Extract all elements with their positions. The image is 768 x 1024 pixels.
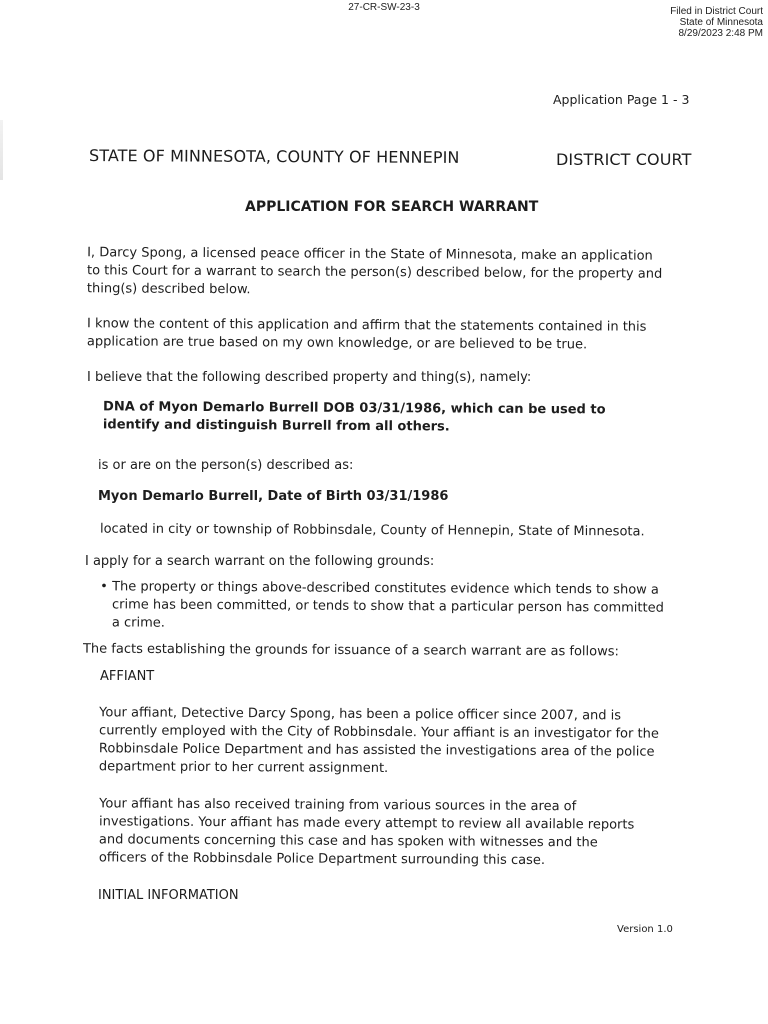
person-description: Myon Demarlo Burrell, Date of Birth 03/31/1986: [98, 489, 449, 504]
initial-information-heading: INITIAL INFORMATION: [98, 888, 239, 903]
version-label: Version 1.0: [617, 924, 673, 935]
believe-line: I believe that the following described property and thing(s), namely:: [87, 370, 532, 385]
grounds-list: [100, 578, 670, 635]
affiant-heading: AFFIANT: [100, 669, 155, 684]
filed-line-3: 8/29/2023 2:48 PM: [678, 28, 763, 39]
list-item: • The property or things above-described constitutes evidence which tends to show a crime has been committed, or tends to show that a particular person has committed a crime.: [100, 579, 664, 631]
bullet-icon: •: [100, 579, 108, 595]
court-heading: DISTRICT COURT: [556, 150, 692, 169]
affiant-paragraph-1: Your affiant, Detective Darcy Spong, has been a police officer since 2007, and is currently employed with the City of Robbinsdale. Your affiant is an investigator for the Robbinsdale Police Department and has assisted the investigations area of the police department prior to her current assignment.: [98, 705, 659, 777]
filed-line-1: Filed in District Court: [670, 6, 763, 17]
page-label: Application Page 1 - 3: [553, 92, 690, 107]
page-title: APPLICATION FOR SEARCH WARRANT: [245, 199, 539, 215]
affiant-paragraph-2: Your affiant has also received training from various sources in the area of investigations. Your affiant has made every attempt to review all available reports and documents concerning this case and has spoken with witnesses and the officers of the Robbinsdale Police Department surrounding this case.: [98, 796, 635, 869]
case-number: 27-CR-SW-23-3: [348, 2, 420, 13]
on-person-line: is or are on the person(s) described as:: [98, 458, 354, 473]
scan-edge-shadow: [0, 120, 3, 180]
filing-stamp: [670, 6, 763, 39]
affirm-paragraph: I know the content of this application and affirm that the statements contained in this application are true based on my own knowledge, or are believed to be true.: [86, 316, 647, 353]
grounds-intro: I apply for a search warrant on the following grounds:: [85, 554, 435, 569]
facts-intro: The facts establishing the grounds for issuance of a search warrant are as follows:: [82, 641, 619, 660]
location-line: located in city or township of Robbinsdale, County of Hennepin, State of Minnesota.: [99, 521, 645, 540]
property-description: DNA of Myon Demarlo Burrell DOB 03/31/1986, which can be used to identify and distinguish Burrell from all others.: [102, 399, 606, 435]
filed-line-2: State of Minnesota: [679, 17, 763, 28]
state-county-heading: STATE OF MINNESOTA, COUNTY OF HENNEPIN: [88, 146, 460, 167]
intro-paragraph: I, Darcy Spong, a licensed peace officer in the State of Minnesota, make an application to this Court for a warrant to search the person(s) described below, for the property and thing(s) described below.: [86, 245, 663, 298]
